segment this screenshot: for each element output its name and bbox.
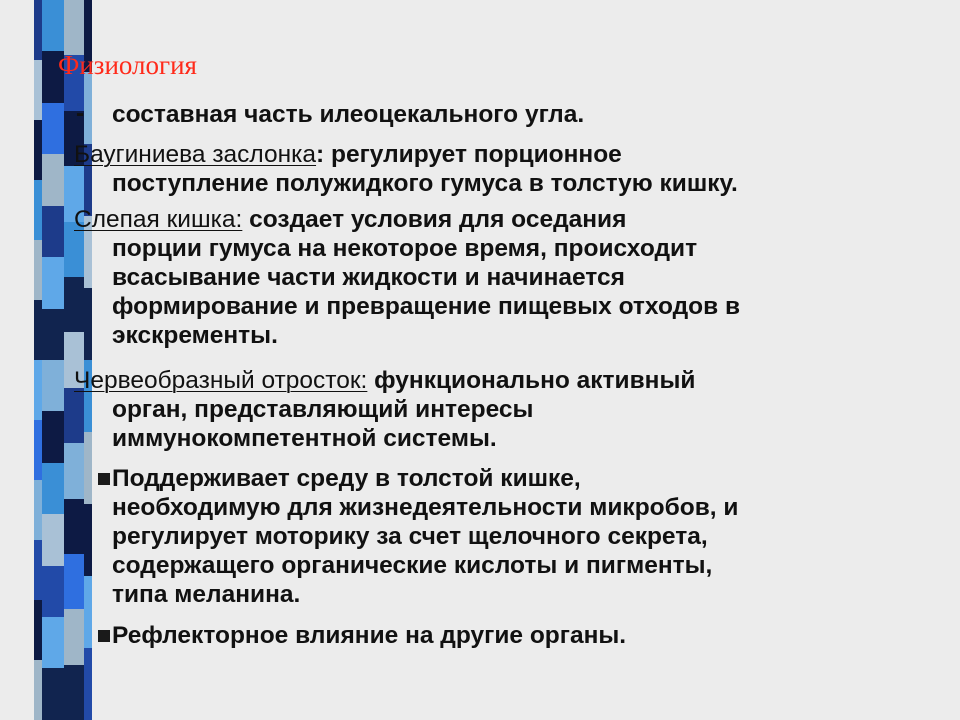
list-item-text: составная часть илеоцекального угла.	[112, 101, 585, 128]
list-item	[74, 140, 944, 198]
list-item-text: Поддерживает среду в толстой кишке,	[112, 465, 581, 492]
list-item-text: функционально активный	[367, 367, 696, 394]
list-item-text: : регулирует порционное	[316, 141, 622, 168]
list-item-text: содержащего органические кислоты и пигменты,	[112, 552, 713, 579]
term-label: Слепая кишка:	[74, 206, 243, 233]
term-label: Баугиниева заслонка	[74, 141, 317, 168]
list-item-text: типа меланина.	[112, 581, 301, 608]
list-item	[74, 464, 944, 609]
list-item-text: всасывание части жидкости и начинается	[112, 264, 625, 291]
list-item	[74, 100, 944, 129]
list-item-text: поступление полужидкого гумуса в толстую кишку.	[112, 170, 738, 197]
list-item-text: регулирует моторику за счет щелочного секрета,	[112, 523, 708, 550]
term-label: Червеобразный отросток:	[74, 367, 368, 394]
list-item-text: необходимую для жизнедеятельности микробов, и	[112, 494, 739, 521]
list-item-text: Рефлекторное влияние на другие органы.	[112, 622, 627, 649]
list-item-text: орган, представляющий интересы	[112, 396, 534, 423]
list-item-text: создает условия для оседания	[242, 206, 627, 233]
slide-title: Физиология	[58, 50, 197, 80]
list-item	[74, 366, 944, 453]
list-item	[74, 621, 944, 650]
list-item-text: формирование и превращение пищевых отходов в	[112, 293, 741, 320]
list-item-text: иммунокомпетентной системы.	[112, 425, 497, 452]
decorative-stripe	[42, 0, 64, 720]
list-item-text: порции гумуса на некоторое время, происходит	[112, 235, 698, 262]
list-item	[74, 205, 944, 350]
decorative-stripe	[34, 0, 42, 720]
dash-bullet: -	[76, 100, 85, 127]
list-item-text: экскременты.	[112, 322, 278, 349]
